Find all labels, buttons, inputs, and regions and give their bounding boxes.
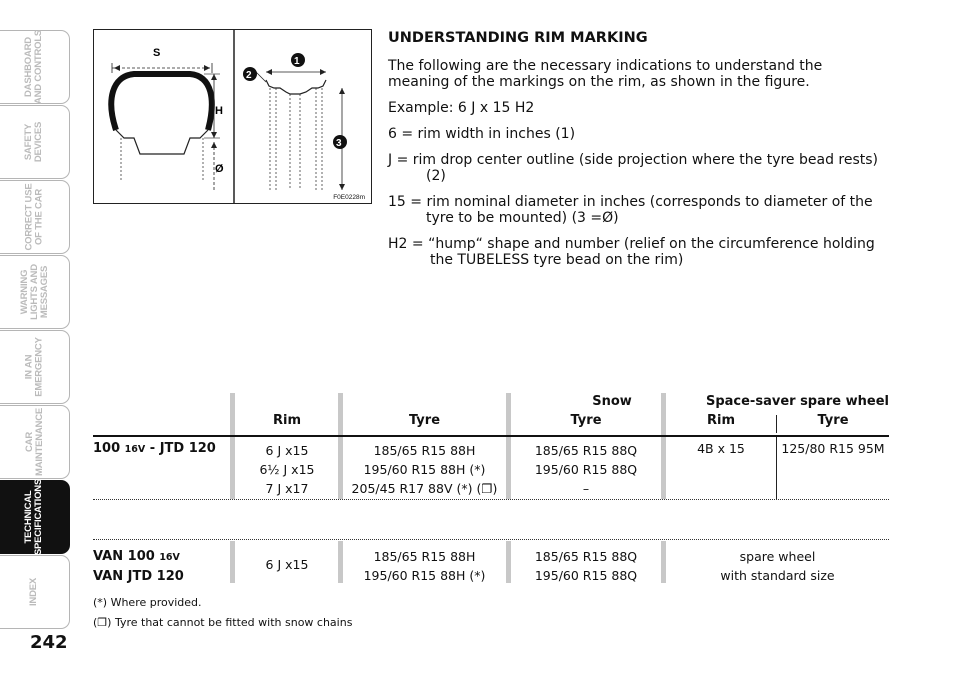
row1-spare-rim: 4B x 15 [697, 441, 745, 456]
tab-technical-specifications[interactable] [0, 480, 70, 554]
row2-spare-line: spare wheel [739, 549, 816, 564]
definition-2: J = rim drop center outline (side projection where the tyre bead rests) (2) [388, 152, 879, 184]
tab-label: CORRECT USE OF THE CAR [23, 183, 45, 251]
header-rule [93, 435, 889, 437]
tab-label: TECHNICAL SPECIFICATIONS [23, 478, 45, 556]
marker-1: 1 [294, 56, 300, 67]
row2-rim: 6 J x15 [265, 557, 309, 572]
label-s: S [153, 47, 161, 59]
row1-tyre: 205/45 R17 88V (*) (❐) [351, 481, 498, 496]
row1-rim: 7 J x17 [265, 481, 309, 496]
row2-snow-tyres [511, 547, 661, 585]
row2-models [93, 547, 184, 586]
tab-label: CAR MAINTENANCE [23, 408, 45, 476]
row2-spare-line: with standard size [720, 568, 835, 583]
row1-rims [236, 441, 338, 498]
tab-index[interactable] [0, 555, 70, 629]
column-separator [230, 541, 235, 583]
page-number: 242 [30, 632, 68, 653]
header-tyre: Tyre [408, 413, 441, 428]
definition-4: H2 = “hump“ shape and number (relief on the circumference holding the TUBELESS tyre bead on the rim) [388, 236, 875, 268]
row1-snow-tyre: 185/65 R15 88Q [534, 443, 638, 458]
row1-snow-tyre: – [582, 481, 590, 496]
row2-snow-tyre: 195/60 R15 88Q [534, 568, 638, 583]
row1-rim: 6 J x15 [265, 443, 309, 458]
row2-model-1 [93, 547, 184, 567]
row2-spare [666, 547, 889, 585]
row1-model-small: 16V [124, 444, 146, 455]
row-divider [93, 499, 889, 500]
intro-paragraph: The following are the necessary indications to understand the meaning of the markings on the rim, as shown in the figure. [388, 58, 823, 90]
row1-tyre: 195/60 R15 88H (*) [363, 462, 486, 477]
tab-label: WARNING LIGHTS AND MESSAGES [18, 264, 50, 320]
tab-label: DASHBOARD AND CONTROLS [23, 29, 45, 105]
row2-model-small: 16V [159, 552, 180, 563]
row1-model-part: 100 [93, 441, 125, 456]
rim-marking-text [388, 30, 888, 278]
rim-marking-figure [93, 29, 372, 204]
tab-label: SAFETY DEVICES [23, 121, 45, 163]
figure-code: F0E0228m [333, 194, 365, 201]
tab-correct-use[interactable] [0, 180, 70, 254]
section-title: UNDERSTANDING RIM MARKING [388, 30, 648, 46]
header-space-saver: Space-saver spare wheel [705, 394, 889, 409]
header-spare-tyre: Tyre [817, 413, 849, 428]
row1-tyre: 185/65 R15 88H [373, 443, 476, 458]
example-line: Example: 6 J x 15 H2 [388, 100, 535, 116]
row1-snow-tyre: 195/60 R15 88Q [534, 462, 638, 477]
column-separator [230, 393, 235, 437]
row1-spare-tyre: 125/80 R15 95M [781, 441, 885, 456]
header-rim: Rim [272, 413, 301, 428]
footnote-where-provided: (*) Where provided. [93, 596, 202, 609]
tab-label: INDEX [28, 577, 40, 607]
row2-model-part: VAN 100 [93, 549, 160, 564]
row2-tyre: 185/65 R15 88H [373, 549, 476, 564]
row2-model-2: VAN JTD 120 [93, 569, 184, 584]
header-snow-tyre: Tyre [570, 413, 602, 428]
definition-1: 6 = rim width in inches (1) [388, 126, 576, 142]
row2-tyre: 195/60 R15 88H (*) [363, 568, 486, 583]
tab-in-an-emergency[interactable] [0, 330, 70, 404]
row1-rim: 6½ J x15 [259, 462, 315, 477]
tab-label: IN AN EMERGENCY [23, 337, 45, 397]
row2-tyres [343, 547, 506, 585]
footnote-snow-chains: (❐) Tyre that cannot be fitted with snow chains [93, 616, 353, 629]
label-diameter: Ø [215, 163, 224, 175]
row1-model-part: - JTD 120 [145, 441, 216, 456]
row1-tyres [343, 441, 506, 498]
tab-car-maintenance[interactable] [0, 405, 70, 479]
row1-model [93, 441, 216, 456]
tab-dashboard-and-controls[interactable] [0, 30, 70, 104]
row-divider [93, 539, 889, 540]
row1-snow-tyres [511, 441, 661, 498]
rim-diagram [94, 30, 371, 203]
tab-warning-lights[interactable] [0, 255, 70, 329]
column-separator [230, 437, 235, 499]
header-snow: Snow [592, 394, 632, 409]
tab-safety-devices[interactable] [0, 105, 70, 179]
row2-snow-tyre: 185/65 R15 88Q [534, 549, 638, 564]
label-h: H [215, 105, 223, 117]
header-spare-rim: Rim [706, 413, 735, 428]
definition-3: 15 = rim nominal diameter in inches (corresponds to diameter of the tyre to be mounted) (3 =Ø) [388, 194, 873, 226]
marker-2: 2 [246, 70, 252, 81]
marker-3: 3 [336, 138, 342, 149]
